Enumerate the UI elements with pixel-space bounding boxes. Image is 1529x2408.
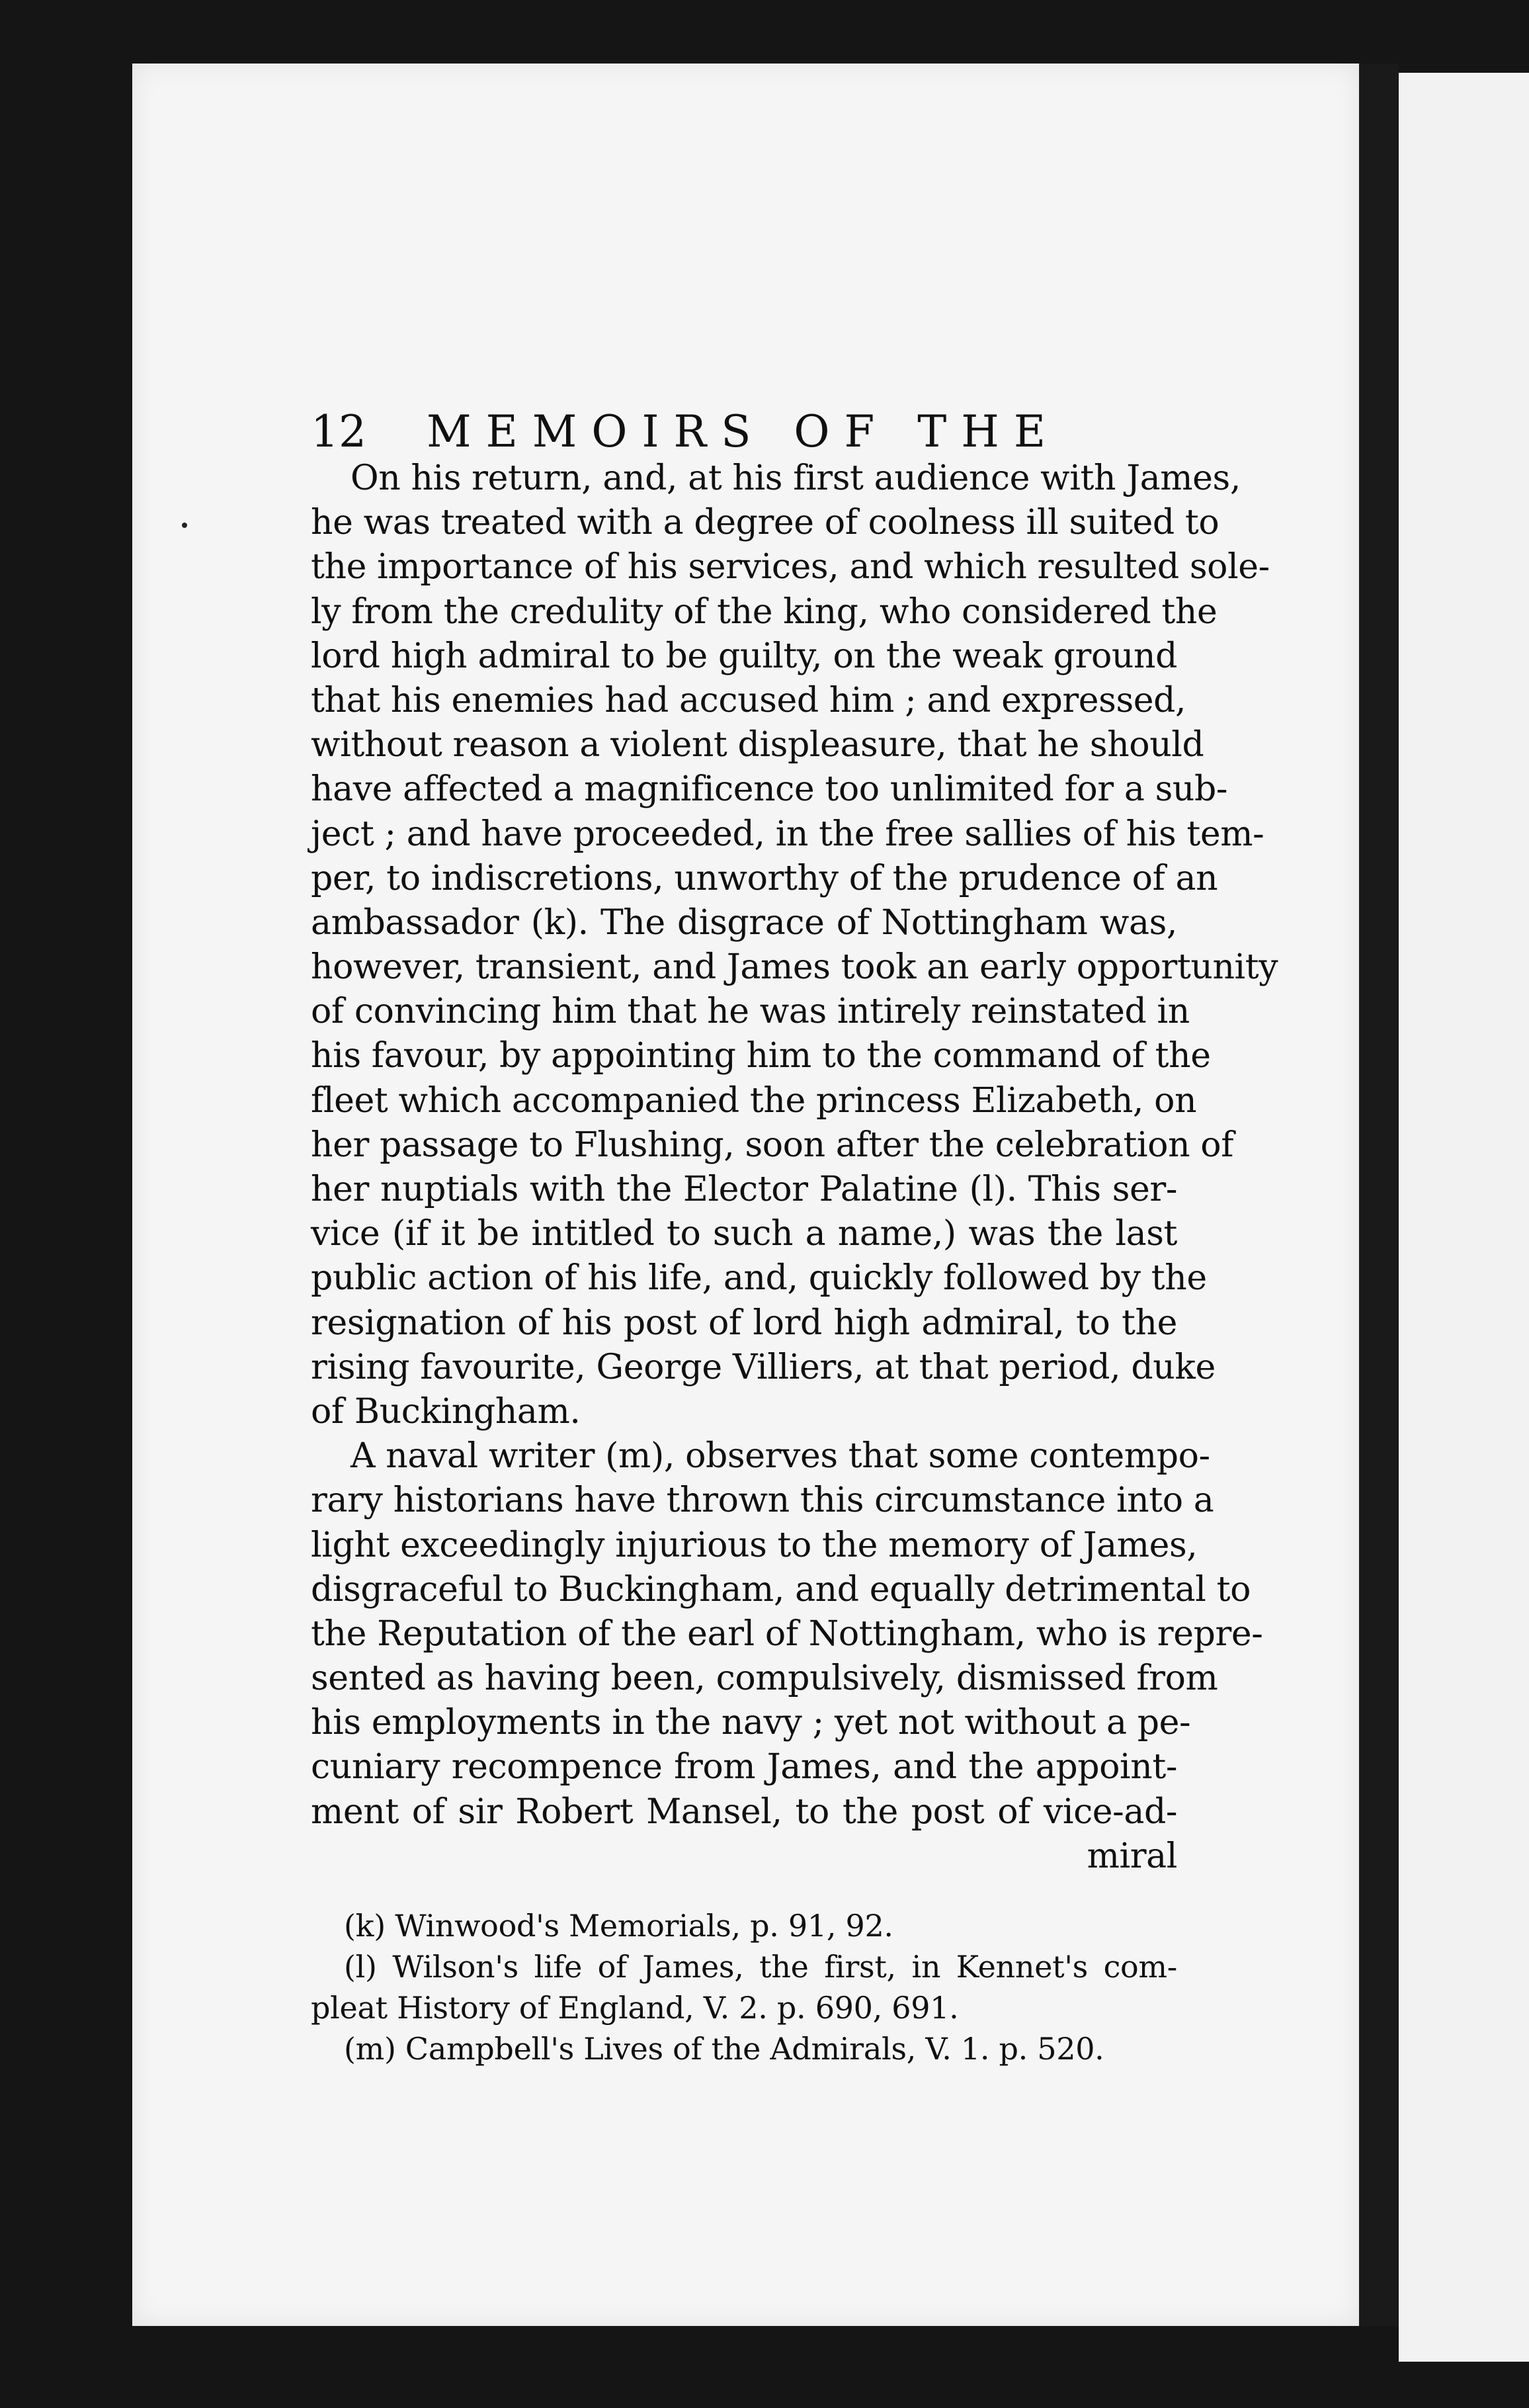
text-line: ject ; and have proceeded, in the free sallies of his tem- (311, 814, 1264, 854)
text-line: he was treated with a degree of coolness ill suited to (311, 503, 1219, 543)
footnotes (311, 1905, 1177, 2069)
footnote: (l) Wilson's life of James, the first, in Kennet's com- (344, 1949, 1177, 1985)
text-line: ambassador (k). The disgrace of Nottingham was, (311, 902, 1177, 943)
text-line: A naval writer (m), observes that some contempo- (351, 1436, 1210, 1477)
text-line: ment of sir Robert Mansel, to the post of vice-ad- (311, 1791, 1177, 1832)
text-line: sented as having been, compulsively, dismissed from (311, 1658, 1218, 1699)
text-line: have affected a magnificence too unlimited for a sub- (311, 769, 1227, 810)
text-line: his favour, by appointing him to the command of the (311, 1036, 1211, 1076)
text-line: disgraceful to Buckingham, and equally detrimental to (311, 1569, 1251, 1610)
text-line: fleet which accompanied the princess Elizabeth, on (311, 1080, 1197, 1121)
text-line: that his enemies had accused him ; and expressed, (311, 680, 1186, 720)
text-line: light exceedingly injurious to the memory of James, (311, 1525, 1198, 1565)
margin-mark (182, 523, 187, 528)
footnote: pleat History of England, V. 2. p. 690, 691. (311, 1990, 959, 2026)
page-number: 12 (311, 406, 366, 457)
page-header (311, 402, 1184, 462)
text-line: her passage to Flushing, soon after the celebration of (311, 1125, 1234, 1165)
text-line: her nuptials with the Elector Palatine (l). This ser- (311, 1170, 1177, 1209)
text-line: however, transient, and James took an early opportunity (311, 947, 1278, 988)
text-line: On his return, and, at his first audience with James, (351, 458, 1241, 498)
text-line: vice (if it be intitled to such a name,) was the last (311, 1214, 1177, 1254)
text-line: the importance of his services, and which resulted sole- (311, 547, 1270, 587)
text-line: rary historians have thrown this circumstance into a (311, 1481, 1214, 1521)
text-line: cuniary recompence from James, and the appoint- (311, 1747, 1177, 1787)
text-line: per, to indiscretions, unworthy of the prudence of an (311, 858, 1218, 898)
footnote: (k) Winwood's Memorials, p. 91, 92. (344, 1908, 893, 1944)
text-line: his employments in the navy ; yet not without a pe- (311, 1703, 1191, 1743)
page-edge-shadow (1359, 64, 1399, 2326)
text-line: the Reputation of the earl of Nottingham, who is repre- (311, 1613, 1263, 1654)
footnote: (m) Campbell's Lives of the Admirals, V. 1. p. 520. (344, 2031, 1104, 2067)
text-line: ly from the credulity of the king, who considered the (311, 591, 1218, 632)
facing-page-edge (1399, 73, 1529, 2362)
text-line: of convincing him that he was intirely reinstated in (311, 992, 1190, 1032)
running-head: MEMOIRS OF THE (427, 406, 1061, 457)
text-line: without reason a violent displeasure, that he should (311, 725, 1204, 765)
text-line: rising favourite, George Villiers, at that period, duke (311, 1347, 1216, 1387)
text-line: resignation of his post of lord high admiral, to the (311, 1303, 1177, 1343)
catchword: miral (1087, 1836, 1177, 1876)
text-line: lord high admiral to be guilty, on the weak ground (311, 636, 1177, 676)
text-line: of Buckingham. (311, 1391, 581, 1432)
body-text (311, 456, 1278, 1879)
text-line: public action of his life, and, quickly followed by the (311, 1258, 1207, 1299)
